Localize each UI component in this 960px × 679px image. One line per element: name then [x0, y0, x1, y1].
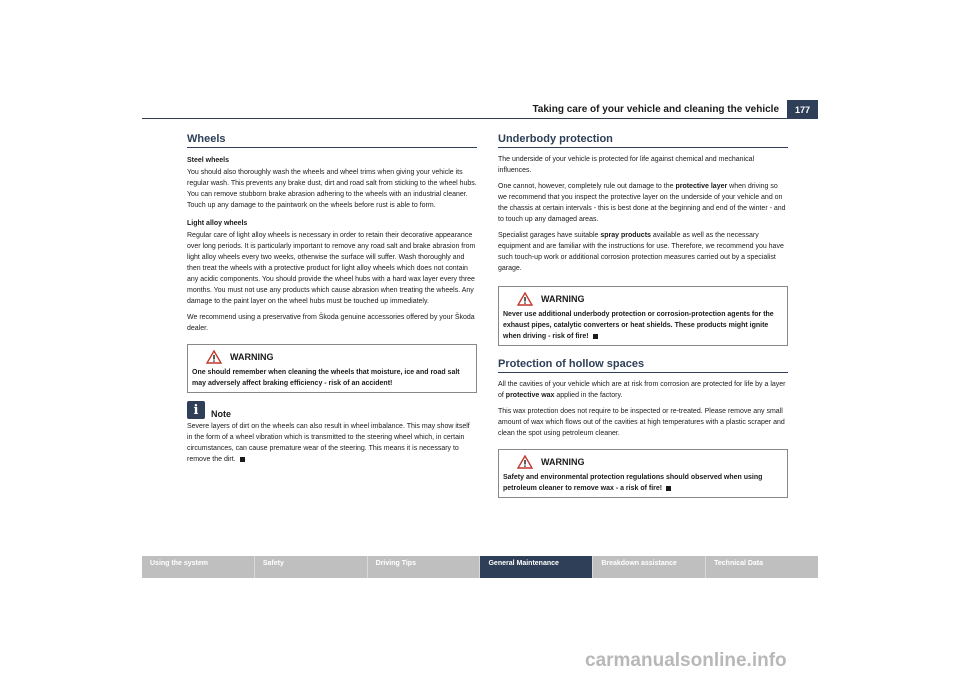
underbody-text-3b: available as well as the necessary equipment and are familiar with the instructions for use. Therefore, we recommend you have such touch-up work or additional corrosion protection measures carried out by a specialist garage. [498, 232, 784, 272]
end-of-section-icon [593, 334, 598, 339]
hollow-text-1a: All the cavities of your vehicle which are at risk from corrosion are protected for life by a layer of [498, 381, 786, 399]
left-column [187, 133, 477, 470]
warning-text: Never use additional underbody protection or corrosion-protection agents for the exhaust pipes, catalytic converters or heat shields. These products might ignite when driving - risk of fire! [503, 311, 774, 340]
header-divider [142, 118, 818, 119]
hollow-text-2: This wax protection does not require to be inspected or re-treated. Please remove any small amount of wax which flows out of the cavities at high temperatures with a plastic scraper and clean the spot using petroleum cleaner. [498, 408, 785, 437]
warning-text-block [503, 472, 783, 494]
page-header-title: Taking care of your vehicle and cleaning the vehicle [532, 104, 779, 115]
section-heading-underbody: Underbody protection [498, 133, 788, 148]
chapter-navigation-bar [142, 556, 818, 578]
warning-box-underbody [498, 286, 788, 346]
page-number: 177 [787, 100, 818, 119]
watermark-text: carmanualsonline.info [585, 650, 787, 671]
tab-breakdown-assistance[interactable]: Breakdown assistance [593, 556, 706, 578]
warning-header [503, 291, 783, 307]
underbody-text-2 [498, 181, 788, 225]
underbody-text-1: The underside of your vehicle is protected for life against chemical and mechanical influences. [498, 156, 755, 174]
section-heading-hollow-spaces: Protection of hollow spaces [498, 358, 788, 373]
warning-box-wheels [187, 344, 477, 393]
tab-using-the-system[interactable]: Using the system [142, 556, 255, 578]
underbody-text-3a: Specialist garages have suitable [498, 232, 601, 239]
hollow-text-1b: applied in the factory. [554, 392, 623, 399]
warning-header [503, 454, 783, 470]
bold-protective-layer: protective layer [675, 183, 728, 190]
warning-title: WARNING [541, 457, 585, 467]
tab-technical-data[interactable]: Technical Data [714, 560, 764, 567]
note-text: Severe layers of dirt on the wheels can also result in wheel imbalance. This may show itself in the form of a wheel vibration which is transmitted to the steering wheel which, in certain circumstances, can cause premature wear of the steering. This means it is necessary to remove the dirt. [187, 423, 470, 463]
note-title: Note [211, 409, 231, 419]
alloy-wheels-text: Regular care of light alloy wheels is necessary in order to retain their decorative appearance over long periods. It is particularly important to remove any road salt and brake abrasion from light alloy wheels every two weeks, otherwise the surface will suffer. Wash thoroughly and then treat the wheels with a protective product for light alloy wheels which does not contain any acidic components. You should provide the wheel hubs with a hard wax layer every three months. You must not use any products which cause abrasion when treating the wheels. Any damage to the paint layer on the wheel hubs must be touched up immediately. [187, 232, 476, 305]
section-heading-wheels: Wheels [187, 133, 477, 148]
tab-driving-tips[interactable]: Driving Tips [368, 556, 481, 578]
hollow-text-1 [498, 379, 788, 401]
warning-title: WARNING [230, 352, 274, 362]
subheading-steel-wheels: Steel wheels [187, 157, 230, 164]
warning-triangle-icon [517, 455, 533, 469]
warning-header [192, 349, 472, 365]
bold-spray-products: spray products [600, 232, 651, 239]
underbody-text-2a: One cannot, however, completely rule out damage to the [498, 183, 676, 190]
note-header [187, 401, 477, 419]
underbody-text-2b: when driving so we recommend that you inspect the protective layer on the underside of your vehicle and on the chassis at certain intervals - this is best done at the beginning and end of the winter - and to touch up any damaged areas. [498, 183, 786, 223]
warning-text: One should remember when cleaning the wheels that moisture, ice and road salt may adversely affect braking efficiency - risk of an accident! [192, 369, 460, 387]
tab-safety[interactable]: Safety [255, 556, 368, 578]
info-icon: i [187, 401, 205, 419]
note-text-block [187, 421, 477, 465]
warning-box-hollow [498, 449, 788, 498]
tab-general-maintenance[interactable]: General Maintenance [480, 556, 593, 578]
warning-text-block [503, 309, 783, 342]
subheading-light-alloy-wheels: Light alloy wheels [187, 220, 248, 227]
recommend-text: We recommend using a preservative from Škoda genuine accessories offered by your Škoda dealer. [187, 314, 475, 332]
warning-triangle-icon [206, 350, 222, 364]
bold-protective-wax: protective wax [505, 392, 555, 399]
end-of-section-icon [666, 486, 671, 491]
warning-title: WARNING [541, 294, 585, 304]
steel-wheels-text: You should also thoroughly wash the wheels and wheel trims when giving your vehicle its regular wash. This prevents any brake dust, dirt and road salt from sticking to the wheel hubs. You can remove stubborn brake abrasion adhering to the wheels with an industrial cleaner. Touch up any damage to the paintwork on the wheels before rust is able to form. [187, 169, 477, 209]
underbody-text-3 [498, 230, 788, 274]
warning-text: Safety and environmental protection regulations should observed when using petroleum cleaner to remove wax - a risk of fire! [503, 474, 763, 492]
right-column [498, 133, 788, 504]
warning-triangle-icon [517, 292, 533, 306]
end-of-section-icon [240, 457, 245, 462]
